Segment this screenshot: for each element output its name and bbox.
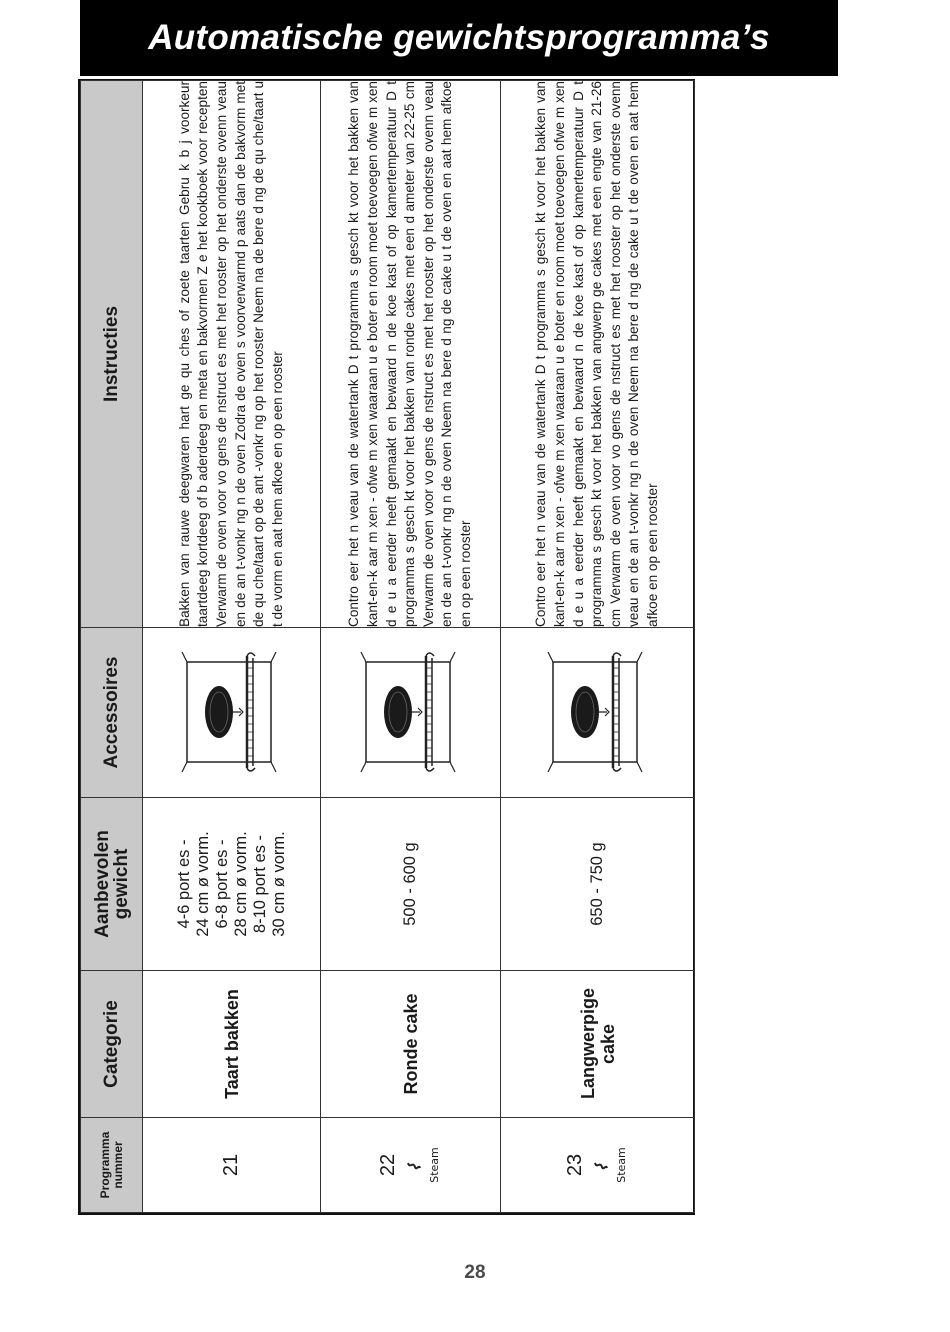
program-table-frame (78, 79, 695, 1215)
program-number: 22 (377, 1153, 399, 1177)
steam-label: Steam (615, 1147, 628, 1183)
category-cell (143, 971, 321, 1118)
instructions-cell (501, 81, 695, 628)
program-number-cell (321, 1118, 501, 1213)
category-cell (321, 971, 501, 1118)
rotated-table (80, 81, 693, 1213)
steam-icon (594, 1158, 608, 1172)
oven-rack-icon (547, 649, 643, 777)
category-label: Ronde cake (400, 993, 421, 1095)
instructions-text: Bakken van rauwe deegwaren hart ge qu ches of zoete taarten Gebru k b j voorkeur taartdeeg kortdeeg of b aderdeeg en meta en bakvormen Z e het kookboek voor recepten Verwarm de oven voor vo gens de nstruct es met het rooster op het onderste ovenn veau en de an t-vonkr ng n de oven Zodra de oven s voorverwarmd p aats dan de bakvorm met de qu che/taart op de ant -vonkr ng op het rooster Neem na de bere d ng de qu che/taart u t de vorm en aat hem afkoe en op een rooster (176, 81, 285, 627)
instructions-cell (143, 81, 321, 628)
program-number: 21 (220, 1153, 242, 1177)
category-label: Langwerpige cake (577, 987, 618, 1099)
weight-line: 28 cm ø vorm. (231, 831, 250, 937)
column-header-weight (81, 798, 143, 971)
category-label: Taart bakken (221, 989, 242, 1099)
steam-indicator (404, 1147, 441, 1183)
column-header-accessories: Accessoires (81, 628, 143, 798)
table-row (321, 81, 501, 1213)
steam-label: Steam (428, 1147, 441, 1183)
weight-line: 4-6 port es - (174, 839, 193, 929)
accessory-cell (321, 628, 501, 798)
table-header-row (81, 81, 143, 1213)
weight-cell (501, 798, 695, 971)
program-table (80, 80, 695, 1213)
instructions-cell (321, 81, 501, 628)
weight-line: 650 - 750 g (588, 842, 606, 926)
instructions-text: Contro eer het n veau van de watertank D t programma s gesch kt voor het bakken van kant-en-k aar m xen - ofwe m xen waaraan u e boter en room moet toevoegen ofwe m xen d e u a eerder heeft gemaakt en bewaard n de koe kast of op kamertemperatuur D t programma s gesch kt voor het bakken van angwerp ge cakes met een engte van 21-26 cm Verwarm de oven voor vo gens de nstruct es met het rooster op het onderste ovenn veau en de an t-vonkr ng n de oven Neem na bere d ng de cake u t de oven en aat hem afkoe en op een rooster (533, 81, 660, 627)
weight-line: 8-10 port es - (250, 834, 269, 934)
instructions-text: Contro eer het n veau van de watertank D t programma s gesch kt voor het bakken van kant-en-k aar m xen - ofwe m xen waaraan u e boter en room moet toevoegen ofwe m xen d e u a eerder heeft gemaakt en bewaard n de koe kast of op kamertemperatuur D t programma s gesch kt voor het bakken van ronde cakes met een d ameter van 22-25 cm Verwarm de oven voor vo gens de nstruct es met het rooster op het onderste ovenn veau en de an t-vonkr ng n de oven Neem na bere d ng de cake u t de oven en aat hem afkoe en op een rooster (346, 81, 473, 627)
column-header-instructions: Instructies (81, 81, 143, 628)
title-banner (80, 0, 838, 76)
column-header-number: Programma nummer (81, 1118, 143, 1213)
oven-rack-icon (181, 649, 277, 777)
weight-cell (143, 798, 321, 971)
accessory-cell (501, 628, 695, 798)
page-number: 28 (464, 1262, 486, 1283)
table-row (501, 81, 695, 1213)
program-number: 23 (564, 1153, 586, 1177)
weight-line: 24 cm ø vorm. (193, 831, 212, 937)
column-header-weight-text: Aanbevolen gewicht (91, 830, 132, 938)
page-title: Automatische gewichtsprogramma’s (148, 18, 770, 57)
program-number-cell (501, 1118, 695, 1213)
steam-icon (407, 1158, 421, 1172)
weight-cell (321, 798, 501, 971)
program-number-cell (143, 1118, 321, 1213)
weight-line: 500 - 600 g (401, 842, 419, 926)
column-header-category: Categorie (81, 971, 143, 1118)
category-cell (501, 971, 695, 1118)
weight-line: 30 cm ø vorm. (269, 831, 288, 937)
oven-rack-icon (360, 649, 456, 777)
accessory-cell (143, 628, 321, 798)
steam-indicator (591, 1147, 628, 1183)
table-row (143, 81, 321, 1213)
weight-line: 6-8 port es - (212, 839, 231, 929)
